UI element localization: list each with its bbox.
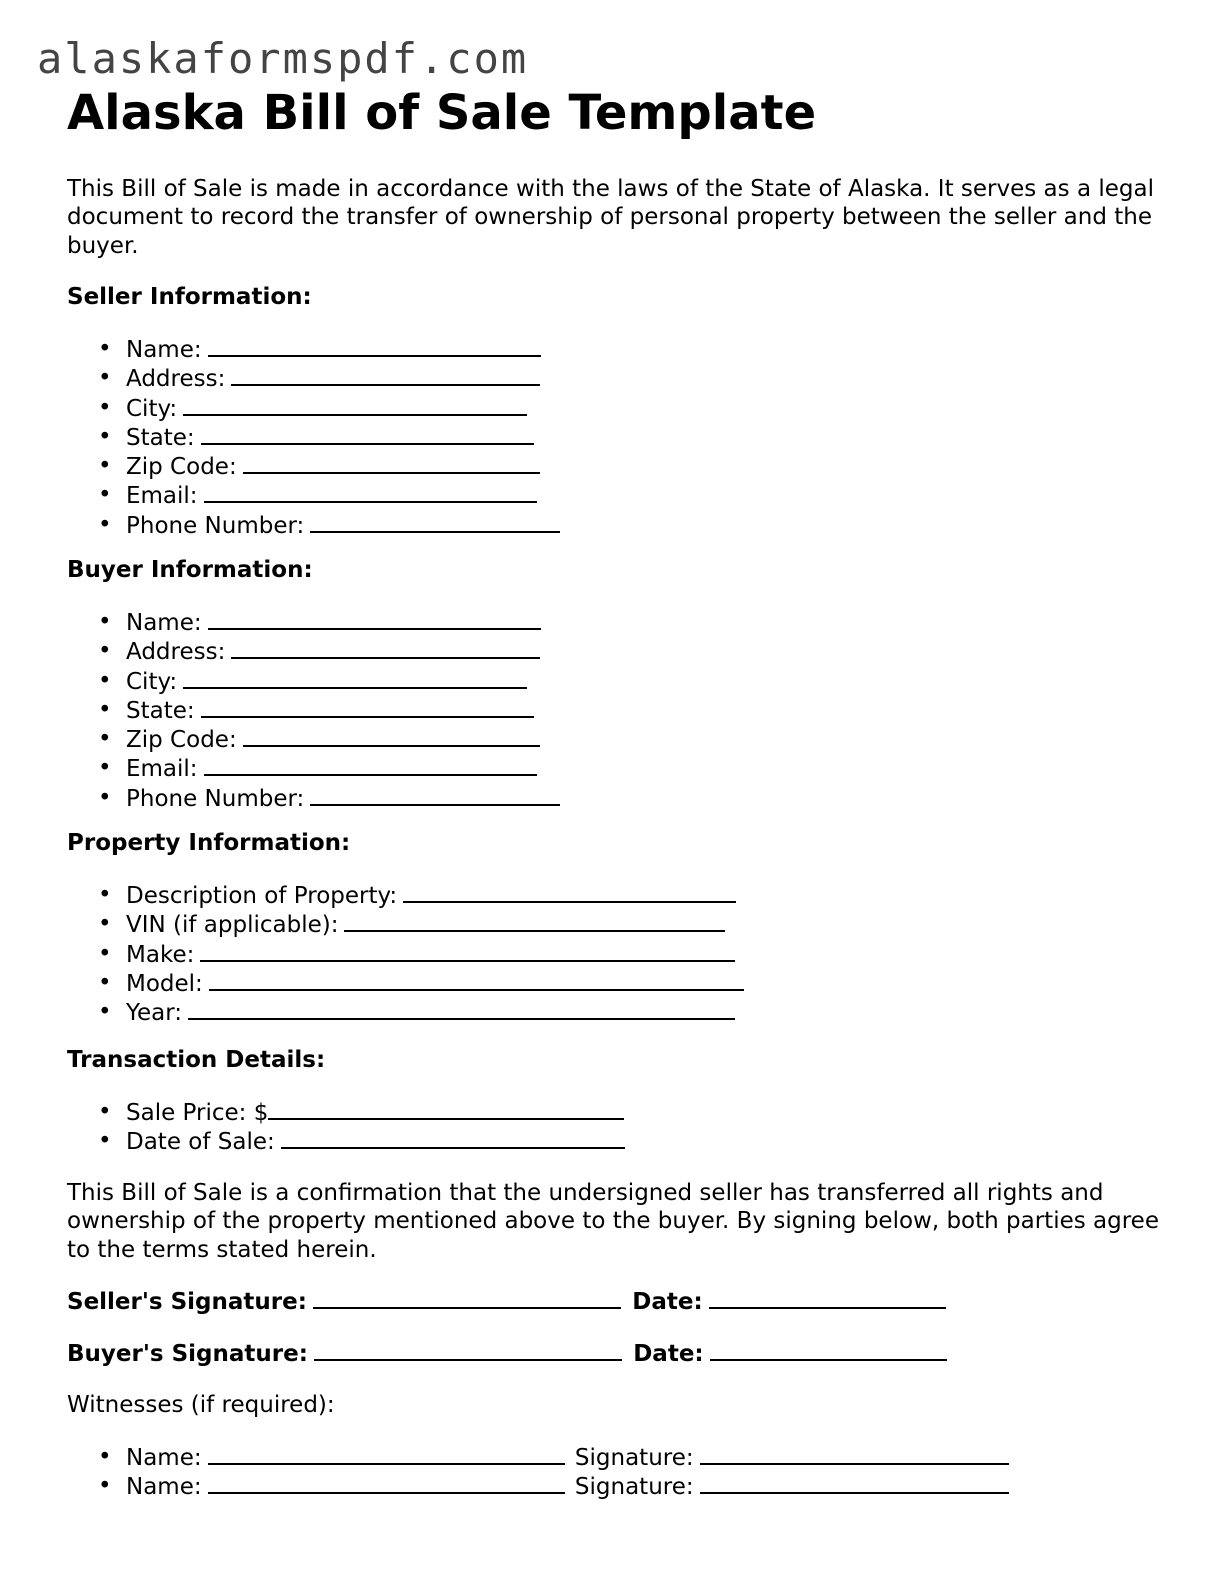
witness-row[interactable]: • Name: Signature:: [126, 1472, 1009, 1501]
property-fields: [67, 881, 744, 1027]
seller-fields: [67, 335, 560, 540]
buyer-city-field[interactable]: • City:: [126, 667, 560, 696]
witness-name-line[interactable]: [208, 1443, 565, 1465]
date-of-sale-field[interactable]: • Date of Sale:: [126, 1127, 625, 1156]
seller-name-field[interactable]: • Name:: [126, 335, 560, 364]
buyer-heading: Buyer Information:: [67, 557, 313, 583]
seller-signature-line[interactable]: [313, 1287, 621, 1309]
witness-row[interactable]: • Name: Signature:: [126, 1443, 1009, 1472]
buyer-email-field[interactable]: • Email:: [126, 754, 560, 783]
seller-zip-field[interactable]: • Zip Code:: [126, 452, 560, 481]
seller-state-field[interactable]: • State:: [126, 423, 560, 452]
buyer-state-field[interactable]: • State:: [126, 696, 560, 725]
buyer-date-label: Date:: [633, 1341, 704, 1367]
seller-date-label: Date:: [632, 1289, 703, 1315]
sale-price-field[interactable]: • Sale Price: $: [126, 1098, 625, 1127]
property-model-field[interactable]: • Model:: [126, 969, 744, 998]
seller-signature-row: [67, 1287, 946, 1316]
witness-signature-line[interactable]: [700, 1472, 1009, 1494]
property-heading: Property Information:: [67, 830, 351, 856]
page-title: Alaska Bill of Sale Template: [67, 85, 817, 141]
closing-paragraph: This Bill of Sale is a confirmation that the undersigned seller has transferred all rights and ownership of the property mentioned above to the buyer. By signing below, both parties agree to the terms stated herein.: [67, 1180, 1159, 1263]
transaction-fields: [67, 1098, 625, 1157]
watermark: alaskaformspdf.com: [37, 34, 529, 83]
buyer-address-field[interactable]: • Address:: [126, 637, 560, 666]
witness-signature-line[interactable]: [700, 1443, 1009, 1465]
seller-date-line[interactable]: [709, 1287, 946, 1309]
seller-signature-label: Seller's Signature:: [67, 1289, 307, 1315]
witness-name-line[interactable]: [208, 1472, 565, 1494]
buyer-fields: [67, 608, 560, 813]
buyer-name-field[interactable]: • Name:: [126, 608, 560, 637]
property-make-field[interactable]: • Make:: [126, 940, 744, 969]
witness-fields: [67, 1443, 1009, 1502]
seller-heading: Seller Information:: [67, 284, 312, 310]
seller-address-field[interactable]: • Address:: [126, 364, 560, 393]
seller-email-field[interactable]: • Email:: [126, 481, 560, 510]
transaction-heading: Transaction Details:: [67, 1047, 326, 1073]
seller-city-field[interactable]: • City:: [126, 394, 560, 423]
witnesses-heading: Witnesses (if required):: [67, 1392, 335, 1418]
property-vin-field[interactable]: • VIN (if applicable):: [126, 910, 744, 939]
buyer-signature-row: [67, 1339, 947, 1368]
property-year-field[interactable]: • Year:: [126, 998, 744, 1027]
intro-paragraph: This Bill of Sale is made in accordance with the laws of the State of Alaska. It serves as a legal document to record the transfer of ownership of personal property between the seller and the buyer.: [67, 176, 1154, 259]
buyer-phone-field[interactable]: • Phone Number:: [126, 784, 560, 813]
property-description-field[interactable]: • Description of Property:: [126, 881, 744, 910]
seller-phone-field[interactable]: • Phone Number:: [126, 511, 560, 540]
buyer-signature-line[interactable]: [314, 1339, 622, 1361]
buyer-zip-field[interactable]: • Zip Code:: [126, 725, 560, 754]
buyer-date-line[interactable]: [710, 1339, 947, 1361]
buyer-signature-label: Buyer's Signature:: [67, 1341, 308, 1367]
